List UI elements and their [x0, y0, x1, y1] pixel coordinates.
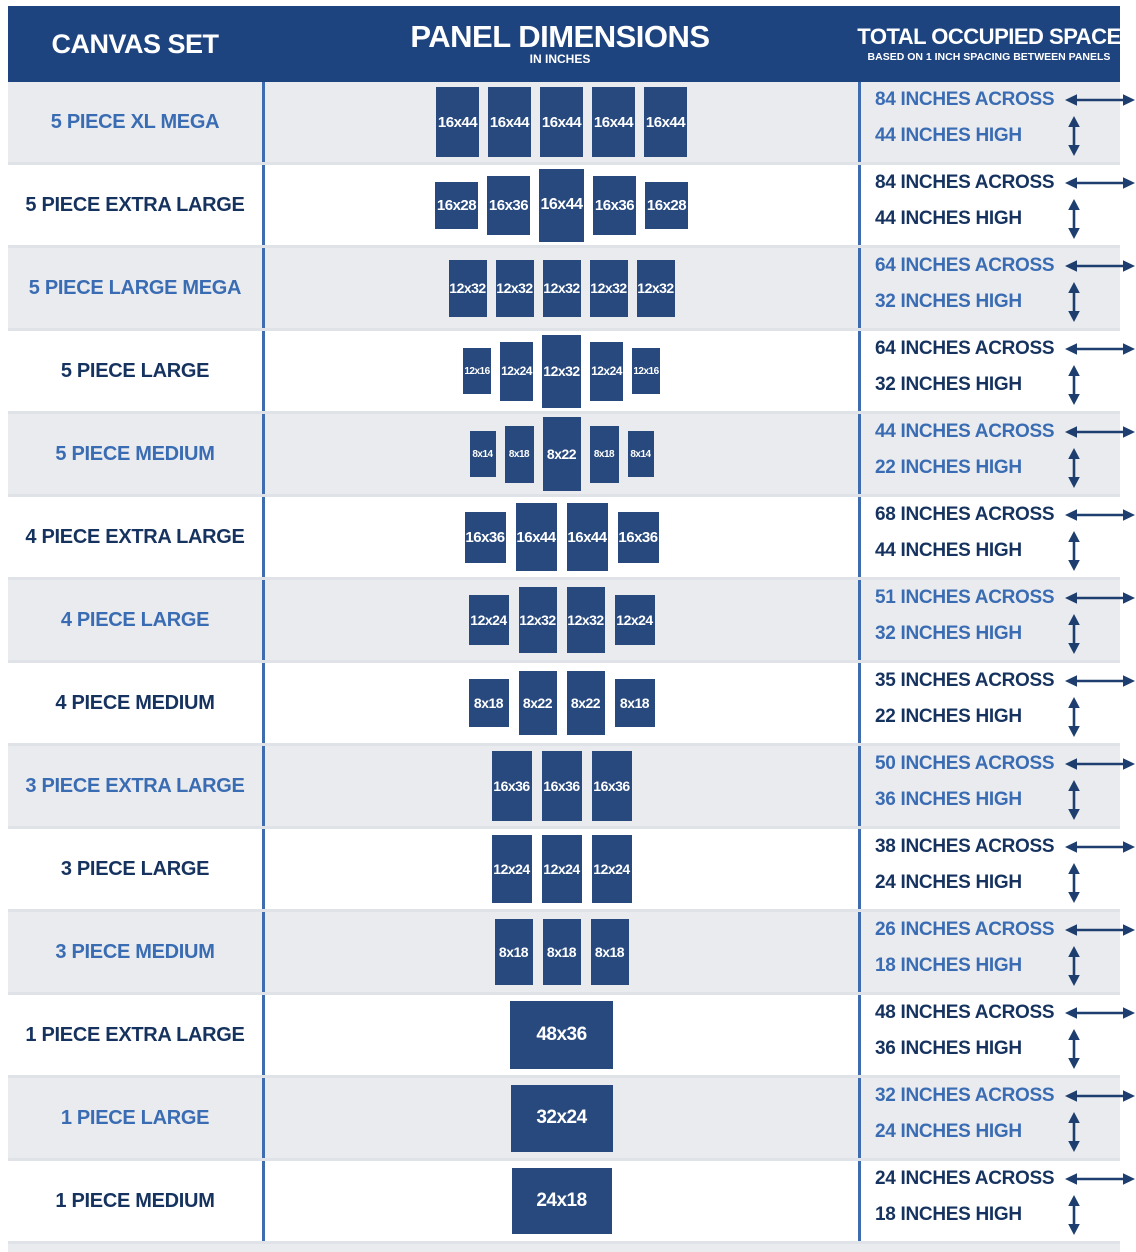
canvas-panel: [644, 87, 687, 157]
canvas-panel: [542, 335, 581, 408]
panel-size-label: 16x44: [540, 196, 583, 213]
inches-high-text: 22 INCHES HIGH: [875, 705, 1022, 727]
across-line: [875, 1168, 1120, 1190]
panel-preview-cell: [262, 248, 861, 328]
left-right-arrow-icon: [1054, 756, 1136, 772]
table-row: [8, 577, 1120, 660]
panel-size-label: 16x28: [436, 196, 477, 214]
canvas-panel: [592, 87, 635, 157]
panel-size-label: 12x16: [633, 365, 659, 377]
across-line: [875, 919, 1120, 941]
table-body: [8, 82, 1120, 1241]
high-line: [875, 531, 1120, 571]
canvas-set-cell: [8, 497, 262, 577]
panel-preview-cell: [262, 580, 861, 660]
canvas-panel: [628, 431, 654, 477]
up-down-arrow-icon: [1028, 282, 1120, 322]
canvas-set-cell: [8, 165, 262, 245]
table-row: [8, 245, 1120, 328]
left-right-arrow-icon: [1054, 1088, 1136, 1104]
canvas-panel: [543, 260, 581, 317]
canvas-set-name: 4 PIECE EXTRA LARGE: [25, 525, 245, 548]
occupied-space-cell: [861, 497, 1120, 577]
across-line: [875, 338, 1120, 360]
canvas-panel: [590, 342, 623, 401]
table-row: [8, 82, 1120, 162]
panel-preview-cell: [262, 1078, 861, 1158]
panel-size-label: 8x14: [630, 448, 651, 460]
panel-size-label: 16x44: [516, 528, 556, 546]
across-line: [875, 1002, 1120, 1024]
header-total-occupied-space: [858, 6, 1120, 82]
canvas-set-name: 1 PIECE LARGE: [60, 1106, 210, 1129]
canvas-panel: [511, 1085, 613, 1152]
inches-high-text: 44 INCHES HIGH: [875, 539, 1022, 561]
across-line: [875, 172, 1120, 194]
canvas-panel: [590, 260, 628, 317]
across-line: [875, 89, 1120, 111]
inches-high-text: 44 INCHES HIGH: [875, 207, 1022, 229]
canvas-panel: [592, 751, 632, 821]
inches-high-text: 44 INCHES HIGH: [875, 124, 1022, 146]
total-occupied-space-title: TOTAL OCCUPIED SPACE: [857, 23, 1121, 49]
spacing-note-subtitle: BASED ON 1 INCH SPACING BETWEEN PANELS: [867, 50, 1111, 63]
canvas-set-name: 3 PIECE EXTRA LARGE: [25, 774, 245, 797]
panel-size-label: 12x24: [591, 364, 622, 378]
panel-size-label: 16x36: [593, 778, 630, 794]
canvas-panel: [492, 751, 532, 821]
up-down-arrow-icon: [1028, 697, 1120, 737]
panel-size-label: 8x18: [619, 695, 650, 711]
canvas-set-name: 5 PIECE EXTRA LARGE: [25, 193, 245, 216]
canvas-panel: [470, 431, 496, 477]
panel-size-label: 8x18: [594, 944, 625, 960]
inches-across-text: 68 INCHES ACROSS: [875, 503, 1055, 525]
table-row: [8, 743, 1120, 826]
up-down-arrow-icon: [1028, 1112, 1120, 1152]
canvas-panel: [449, 260, 487, 317]
left-right-arrow-icon: [1054, 922, 1136, 938]
panel-size-label: 16x44: [489, 113, 530, 131]
up-down-arrow-icon: [1028, 780, 1120, 820]
panel-preview-cell: [262, 1161, 861, 1241]
panel-size-label: 12x32: [543, 363, 580, 379]
canvas-set-name: 3 PIECE LARGE: [60, 857, 210, 880]
panel-preview-cell: [262, 995, 861, 1075]
panel-preview-cell: [262, 497, 861, 577]
high-line: [875, 780, 1120, 820]
panel-dimensions-title: PANEL DIMENSIONS: [410, 19, 710, 54]
canvas-set-cell: [8, 414, 262, 494]
occupied-space-cell: [861, 663, 1120, 743]
inches-across-text: 84 INCHES ACROSS: [875, 171, 1055, 193]
canvas-panel: [495, 919, 533, 985]
occupied-space-cell: [861, 248, 1120, 328]
occupied-space-cell: [861, 165, 1120, 245]
canvas-set-cell: [8, 912, 262, 992]
inches-high-text: 24 INCHES HIGH: [875, 1120, 1022, 1142]
canvas-set-name: 5 PIECE XL MEGA: [50, 110, 220, 133]
panel-size-label: 16x36: [465, 528, 505, 546]
across-line: [875, 836, 1120, 858]
inches-high-text: 36 INCHES HIGH: [875, 788, 1022, 810]
left-right-arrow-icon: [1054, 1171, 1136, 1187]
panel-size-label: 8x18: [498, 944, 529, 960]
panel-size-label: 12x32: [567, 612, 604, 628]
table-header: [8, 6, 1120, 82]
panel-size-label: 12x24: [501, 364, 532, 378]
table-row: [8, 992, 1120, 1075]
inches-across-text: 38 INCHES ACROSS: [875, 835, 1055, 857]
panel-size-label: 8x14: [472, 448, 493, 460]
panel-size-label: 8x18: [508, 448, 530, 460]
left-right-arrow-icon: [1054, 258, 1136, 274]
canvas-panel: [542, 835, 582, 903]
canvas-set-cell: [8, 663, 262, 743]
canvas-set-name: 3 PIECE MEDIUM: [55, 940, 215, 963]
panel-size-label: 8x18: [473, 695, 504, 711]
inches-high-text: 36 INCHES HIGH: [875, 1037, 1022, 1059]
canvas-panel: [590, 426, 619, 483]
left-right-arrow-icon: [1054, 673, 1136, 689]
canvas-set-cell: [8, 580, 262, 660]
panel-size-label: 8x22: [570, 695, 601, 711]
table-row: [8, 660, 1120, 743]
left-right-arrow-icon: [1054, 341, 1136, 357]
canvas-set-name: 4 PIECE LARGE: [60, 608, 210, 631]
canvas-panel: [539, 169, 584, 242]
panel-size-label: 12x24: [470, 612, 507, 628]
high-line: [875, 199, 1120, 239]
panel-size-label: 12x24: [493, 861, 530, 877]
panel-preview-cell: [262, 82, 861, 162]
inches-across-text: 50 INCHES ACROSS: [875, 752, 1055, 774]
across-line: [875, 670, 1120, 692]
canvas-panel: [567, 587, 605, 653]
up-down-arrow-icon: [1028, 448, 1120, 488]
up-down-arrow-icon: [1028, 863, 1120, 903]
canvas-set-cell: [8, 995, 262, 1075]
across-line: [875, 504, 1120, 526]
high-line: [875, 1112, 1120, 1152]
panel-size-label: 8x22: [546, 446, 577, 462]
canvas-panel: [469, 679, 509, 727]
high-line: [875, 946, 1120, 986]
high-line: [875, 116, 1120, 156]
panel-size-label: 8x18: [546, 944, 577, 960]
left-right-arrow-icon: [1054, 92, 1136, 108]
canvas-panel: [500, 342, 533, 401]
across-line: [875, 255, 1120, 277]
canvas-set-name: 1 PIECE EXTRA LARGE: [25, 1023, 245, 1046]
table-row: [8, 494, 1120, 577]
canvas-panel: [505, 426, 534, 483]
canvas-panel: [543, 919, 581, 985]
high-line: [875, 365, 1120, 405]
canvas-set-name: 5 PIECE MEDIUM: [55, 442, 215, 465]
canvas-panel: [519, 587, 557, 653]
canvas-set-cell: [8, 829, 262, 909]
panel-size-label: 16x44: [593, 113, 634, 131]
table-row: [8, 162, 1120, 245]
panel-preview-cell: [262, 331, 861, 411]
across-line: [875, 421, 1120, 443]
high-line: [875, 282, 1120, 322]
panel-size-label: 12x24: [616, 612, 653, 628]
up-down-arrow-icon: [1028, 199, 1120, 239]
left-right-arrow-icon: [1054, 839, 1136, 855]
inches-across-text: 44 INCHES ACROSS: [875, 420, 1055, 442]
high-line: [875, 448, 1120, 488]
header-panel-dimensions: [262, 6, 858, 82]
panel-size-label: 16x36: [594, 196, 635, 214]
high-line: [875, 697, 1120, 737]
canvas-panel: [519, 671, 557, 735]
canvas-panel: [637, 260, 675, 317]
high-line: [875, 863, 1120, 903]
canvas-panel: [512, 1168, 612, 1234]
table-bottom-edge: [8, 1241, 1120, 1252]
canvas-panel: [615, 679, 655, 727]
canvas-panel: [469, 595, 509, 645]
canvas-set-cell: [8, 331, 262, 411]
canvas-set-name: 5 PIECE LARGE MEGA: [28, 276, 242, 299]
occupied-space-cell: [861, 580, 1120, 660]
canvas-panel: [567, 671, 605, 735]
panel-size-label: 16x36: [488, 196, 529, 214]
canvas-panel: [645, 182, 688, 229]
occupied-space-cell: [861, 912, 1120, 992]
canvas-set-name: 1 PIECE MEDIUM: [55, 1189, 215, 1212]
inches-high-text: 32 INCHES HIGH: [875, 373, 1022, 395]
canvas-panel: [567, 503, 608, 571]
canvas-panel: [496, 260, 534, 317]
inches-high-text: 32 INCHES HIGH: [875, 622, 1022, 644]
up-down-arrow-icon: [1028, 1029, 1120, 1069]
inches-across-text: 32 INCHES ACROSS: [875, 1084, 1055, 1106]
panel-size-label: 24x18: [536, 1190, 587, 1211]
occupied-space-cell: [861, 1161, 1120, 1241]
panel-size-label: 16x44: [567, 528, 607, 546]
canvas-panel: [510, 1001, 613, 1069]
high-line: [875, 1029, 1120, 1069]
occupied-space-cell: [861, 1078, 1120, 1158]
canvas-panel: [542, 751, 582, 821]
occupied-space-cell: [861, 746, 1120, 826]
panel-size-label: 12x16: [464, 365, 490, 377]
occupied-space-cell: [861, 995, 1120, 1075]
canvas-panel: [516, 503, 557, 571]
canvas-panel: [465, 512, 506, 563]
canvas-panel: [487, 176, 530, 235]
left-right-arrow-icon: [1054, 507, 1136, 523]
up-down-arrow-icon: [1028, 116, 1120, 156]
panel-size-label: 16x28: [646, 196, 687, 214]
canvas-set-cell: [8, 248, 262, 328]
canvas-panel: [591, 919, 629, 985]
panel-size-label: 12x32: [449, 280, 486, 296]
occupied-space-cell: [861, 414, 1120, 494]
panel-size-label: 16x36: [543, 778, 580, 794]
inches-across-text: 24 INCHES ACROSS: [875, 1167, 1055, 1189]
canvas-panel: [632, 348, 660, 394]
table-row: [8, 1075, 1120, 1158]
canvas-set-cell: [8, 1078, 262, 1158]
canvas-set-name: 5 PIECE LARGE: [60, 359, 210, 382]
canvas-set-cell: [8, 746, 262, 826]
panel-size-label: 16x44: [541, 113, 582, 131]
high-line: [875, 614, 1120, 654]
up-down-arrow-icon: [1028, 614, 1120, 654]
canvas-set-cell: [8, 1161, 262, 1241]
occupied-space-cell: [861, 82, 1120, 162]
panel-size-label: 8x22: [522, 695, 553, 711]
canvas-size-chart: [8, 6, 1120, 1252]
panel-size-label: 48x36: [536, 1024, 587, 1045]
inches-high-text: 32 INCHES HIGH: [875, 290, 1022, 312]
table-row: [8, 826, 1120, 909]
panel-preview-cell: [262, 414, 861, 494]
panel-size-label: 12x32: [637, 280, 674, 296]
table-row: [8, 1158, 1120, 1241]
inches-across-text: 64 INCHES ACROSS: [875, 337, 1055, 359]
in-inches-subtitle: IN INCHES: [529, 52, 591, 66]
inches-across-text: 64 INCHES ACROSS: [875, 254, 1055, 276]
canvas-panel: [593, 176, 636, 235]
panel-preview-cell: [262, 829, 861, 909]
across-line: [875, 753, 1120, 775]
table-row: [8, 909, 1120, 992]
left-right-arrow-icon: [1054, 590, 1136, 606]
panel-size-label: 12x32: [519, 612, 556, 628]
canvas-set-name: 4 PIECE MEDIUM: [55, 691, 215, 714]
panel-size-label: 12x24: [543, 861, 580, 877]
panel-size-label: 16x36: [493, 778, 530, 794]
canvas-panel: [615, 595, 655, 645]
table-row: [8, 411, 1120, 494]
canvas-set-title: CANVAS SET: [51, 28, 219, 59]
canvas-panel: [488, 87, 531, 157]
inches-across-text: 48 INCHES ACROSS: [875, 1001, 1055, 1023]
canvas-panel: [543, 417, 581, 491]
header-canvas-set: [8, 6, 262, 82]
canvas-panel: [463, 348, 491, 394]
panel-preview-cell: [262, 912, 861, 992]
up-down-arrow-icon: [1028, 946, 1120, 986]
inches-across-text: 26 INCHES ACROSS: [875, 918, 1055, 940]
canvas-panel: [435, 182, 478, 229]
inches-high-text: 22 INCHES HIGH: [875, 456, 1022, 478]
panel-size-label: 16x44: [437, 113, 478, 131]
inches-across-text: 51 INCHES ACROSS: [875, 586, 1055, 608]
panel-size-label: 12x32: [543, 280, 580, 296]
panel-size-label: 12x24: [593, 861, 630, 877]
inches-across-text: 35 INCHES ACROSS: [875, 669, 1055, 691]
left-right-arrow-icon: [1054, 175, 1136, 191]
inches-high-text: 24 INCHES HIGH: [875, 871, 1022, 893]
panel-preview-cell: [262, 663, 861, 743]
left-right-arrow-icon: [1054, 1005, 1136, 1021]
across-line: [875, 587, 1120, 609]
canvas-panel: [492, 835, 532, 903]
panel-size-label: 32x24: [536, 1107, 587, 1128]
panel-preview-cell: [262, 746, 861, 826]
panel-size-label: 8x18: [593, 448, 615, 460]
inches-across-text: 84 INCHES ACROSS: [875, 88, 1055, 110]
canvas-panel: [592, 835, 632, 903]
occupied-space-cell: [861, 829, 1120, 909]
up-down-arrow-icon: [1028, 365, 1120, 405]
inches-high-text: 18 INCHES HIGH: [875, 954, 1022, 976]
inches-high-text: 18 INCHES HIGH: [875, 1203, 1022, 1225]
canvas-panel: [540, 87, 583, 157]
across-line: [875, 1085, 1120, 1107]
panel-size-label: 16x36: [618, 528, 658, 546]
left-right-arrow-icon: [1054, 424, 1136, 440]
canvas-panel: [436, 87, 479, 157]
up-down-arrow-icon: [1028, 531, 1120, 571]
panel-size-label: 12x32: [590, 280, 627, 296]
panel-size-label: 12x32: [496, 280, 533, 296]
canvas-set-cell: [8, 82, 262, 162]
panel-size-label: 16x44: [645, 113, 686, 131]
panel-preview-cell: [262, 165, 861, 245]
canvas-panel: [618, 512, 659, 563]
occupied-space-cell: [861, 331, 1120, 411]
table-row: [8, 328, 1120, 411]
